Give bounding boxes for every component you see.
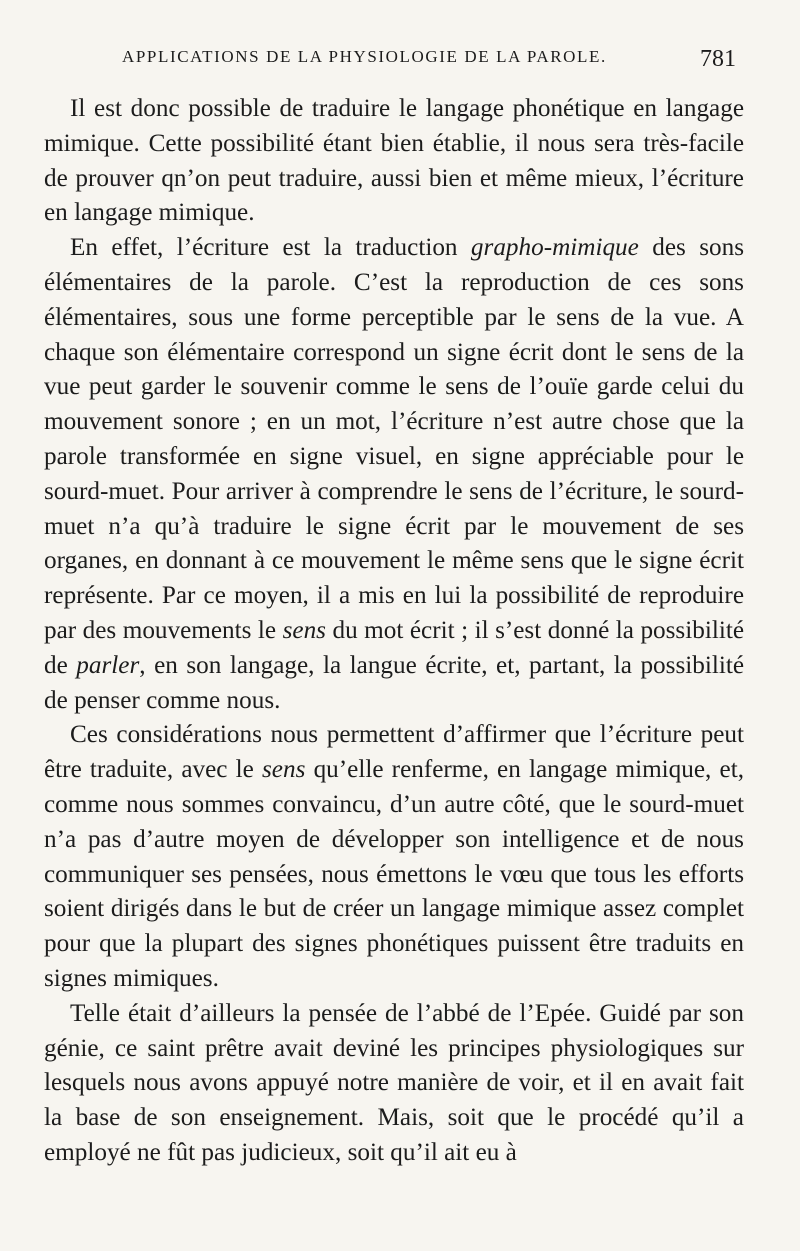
page-number: 781 xyxy=(700,46,736,72)
paragraph-2-italic-b: sens xyxy=(282,616,326,644)
paragraph-2-italic-a: grapho-mimique xyxy=(470,234,639,262)
paragraph-2-italic-c: parler xyxy=(76,651,140,679)
paragraph-3-italic-a: sens xyxy=(262,756,306,784)
paragraph-2-text-a: En effet, l’écriture est la traduction xyxy=(70,234,471,262)
paragraph-3-text-a: Ces considérations nous permettent d’affirmer que l’écriture peut être traduite, avec le xyxy=(44,721,744,784)
paragraph-4: Telle était d’ailleurs la pensée de l’abbé de l’Epée. Guidé par son génie, ce saint prêtre avait deviné les principes physiologiques sur lesquels nous avons appuyé notre manière de voir, et il en avait fait la base de son enseignement. Mais, soit que le procédé qu’il a employé ne fût pas judicieux, soit qu’il ait eu à xyxy=(44,999,744,1166)
paragraph-1: Il est donc possible de traduire le langage phonétique en langage mimique. Cette possibilité étant bien établie, il nous sera très-facile de prouver qn’on peut traduire, aussi bien et même mieux, l’écriture en langage mimique. xyxy=(44,95,744,227)
paragraph-3 xyxy=(44,718,744,996)
paragraph-3-text-b: qu’elle renferme, en langage mimique, et, comme nous sommes convaincu, d’un autre côté, que le sourd-muet n’a pas d’autre moyen de développer son intelligence et de nous communiquer ses pensées, nous émettons le vœu que tous les efforts soient dirigés dans le but de créer un langage mimique assez complet pour que la plupart des signes phonétiques puissent être traduits en signes mimiques. xyxy=(44,756,744,992)
paragraph-2 xyxy=(44,231,744,718)
body-text xyxy=(44,92,744,1171)
paragraph-2-text-c: du mot écrit ; il s’est donné la possibilité de xyxy=(44,616,744,679)
running-head: APPLICATIONS DE LA PHYSIOLOGIE DE LA PAROLE. xyxy=(122,47,607,66)
paragraph-2-text-b: des sons élémentaires de la parole. C’est la reproduction de ces sons élémentaires, sous une forme perceptible par le sens de la vue. A chaque son élémentaire correspond un signe écrit dont le sens de la vue peut garder le souvenir comme le sens de l’ouïe garde celui du mouvement sonore ; en un mot, l’écriture n’est autre chose que la parole transformée en signe visuel, en signe appréciable pour le sourd-muet. Pour arriver à comprendre le sens de l’écriture, le sourd-muet n’a qu’à traduire le signe écrit par le mouvement de ses organes, en donnant à ce mouvement le même sens que le signe écrit représente. Par ce moyen, il a mis en lui la possibilité de reproduire par des mouvements le xyxy=(44,234,744,644)
paragraph-2-text-d: , en son langage, la langue écrite, et, partant, la possibilité de penser comme nous. xyxy=(44,651,745,714)
